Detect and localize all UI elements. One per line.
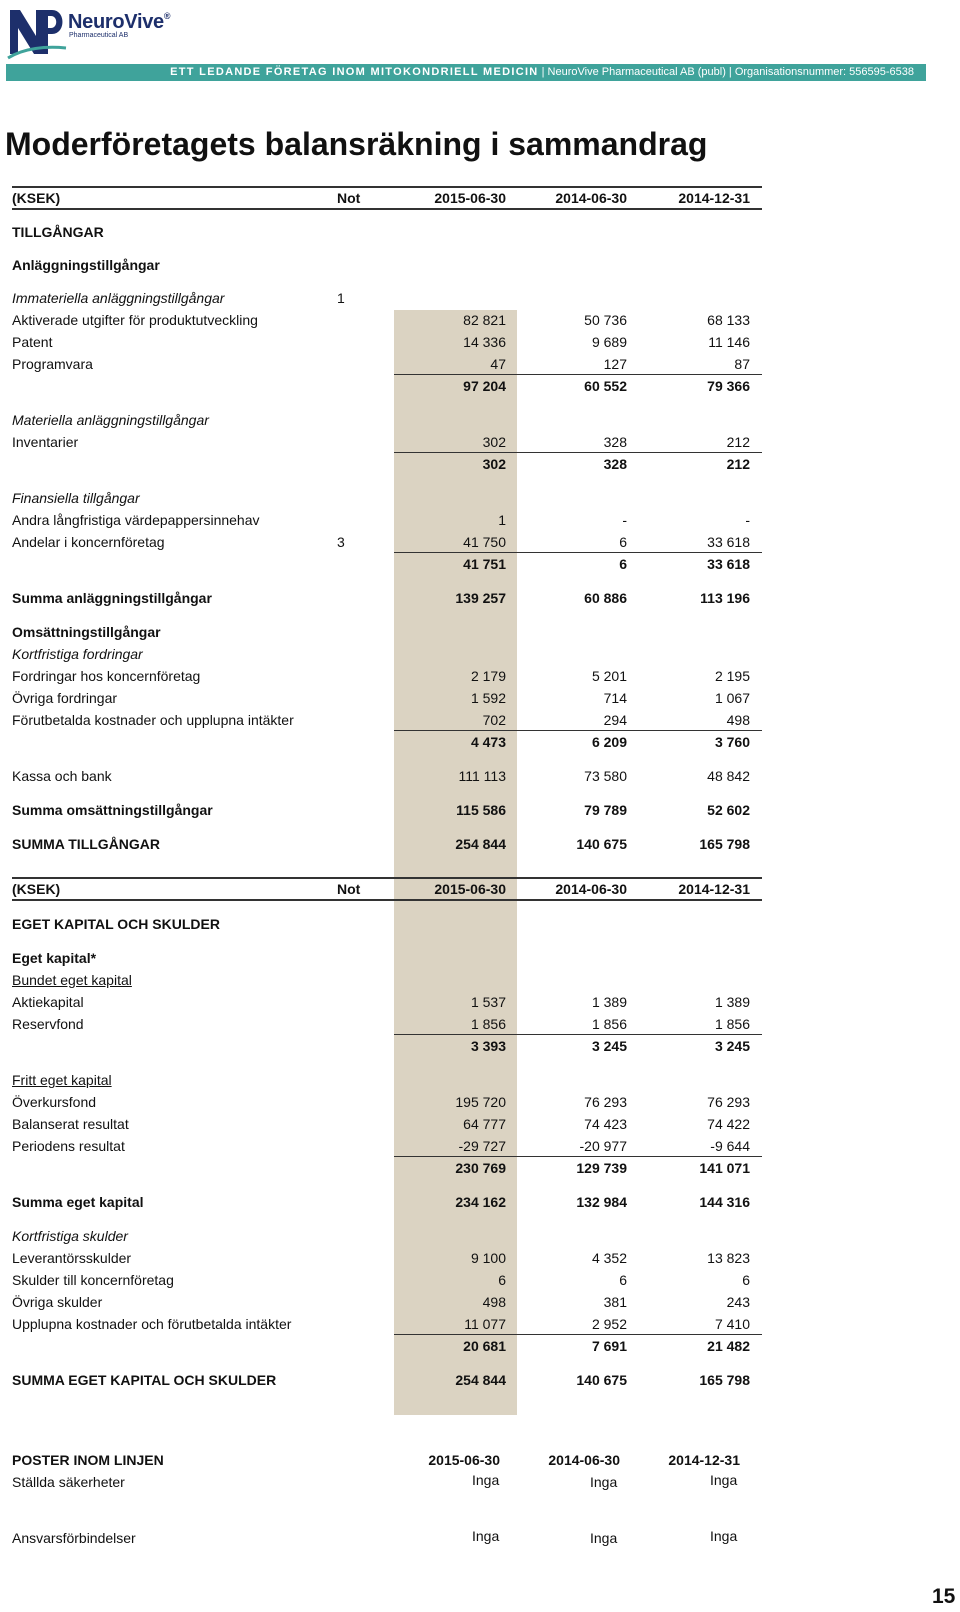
asset-row-label: Anläggningstillgångar bbox=[12, 257, 160, 273]
equity-liability-row-label: Kortfristiga skulder bbox=[12, 1228, 128, 1244]
asset-row-label: Finansiella tillgångar bbox=[12, 490, 140, 506]
asset-value-period-1: 254 844 bbox=[455, 836, 506, 852]
off-balance-value-period-1: Inga bbox=[472, 1528, 500, 1544]
table-header-rule-bottom bbox=[12, 899, 762, 901]
equity-liability-row-label: Balanserat resultat bbox=[12, 1116, 129, 1132]
off-balance-value-period-2: Inga bbox=[590, 1474, 618, 1490]
equity-liability-value-period-2: 1 389 bbox=[591, 994, 627, 1010]
equity-liability-value-period-3: 1 856 bbox=[714, 1016, 750, 1032]
equity-liability-row-label: Summa eget kapital bbox=[12, 1194, 144, 1210]
equity-liability-value-period-3: 144 316 bbox=[699, 1194, 750, 1210]
equity-liability-value-period-2: 4 352 bbox=[591, 1250, 627, 1266]
off-balance-header-period-2: 2014-06-30 bbox=[548, 1452, 620, 1468]
asset-value-period-3: 52 602 bbox=[707, 802, 750, 818]
equity-liability-value-period-2: 129 739 bbox=[576, 1160, 627, 1176]
asset-value-period-2: 60 886 bbox=[584, 590, 627, 606]
equity-liability-value-period-2: 74 423 bbox=[584, 1116, 627, 1132]
equity-liability-row-label: Reservfond bbox=[12, 1016, 84, 1032]
asset-value-period-2: 714 bbox=[603, 690, 627, 706]
logo-name: NeuroVive® bbox=[68, 11, 171, 33]
asset-value-period-3: 48 842 bbox=[707, 768, 750, 784]
asset-value-period-2: - bbox=[622, 512, 627, 528]
asset-row-label: Immateriella anläggningstillgångar bbox=[12, 290, 225, 306]
asset-value-period-1: 14 336 bbox=[463, 334, 506, 350]
asset-value-period-1: 41 751 bbox=[463, 556, 506, 572]
asset-value-period-1: 302 bbox=[482, 434, 506, 450]
table-header-rule-bottom bbox=[12, 208, 762, 210]
asset-row-label: Övriga fordringar bbox=[12, 690, 118, 706]
asset-row-label: Fordringar hos koncernföretag bbox=[12, 668, 201, 684]
equity-liability-row-label: Skulder till koncernföretag bbox=[12, 1272, 174, 1288]
asset-row-note: 1 bbox=[337, 290, 345, 306]
np-logo-mark-icon bbox=[6, 4, 68, 60]
asset-row-label: SUMMA TILLGÅNGAR bbox=[12, 836, 161, 852]
column-header-unit: (KSEK) bbox=[12, 190, 61, 206]
asset-row-label: Patent bbox=[12, 334, 53, 350]
asset-value-period-3: 87 bbox=[734, 356, 750, 372]
equity-liability-value-period-2: 140 675 bbox=[576, 1372, 627, 1388]
equity-liability-row-label: SUMMA EGET KAPITAL OCH SKULDER bbox=[12, 1372, 277, 1388]
column-header-period-2: 2014-06-30 bbox=[555, 881, 627, 897]
equity-liability-value-period-1: 195 720 bbox=[455, 1094, 506, 1110]
header-band bbox=[6, 64, 926, 81]
asset-row-label: Kassa och bank bbox=[12, 768, 112, 784]
asset-value-period-3: 212 bbox=[726, 434, 750, 450]
asset-value-period-2: 6 bbox=[619, 556, 627, 572]
equity-liability-value-period-2: 6 bbox=[619, 1272, 627, 1288]
equity-liability-row-label: Upplupna kostnader och förutbetalda intäkter bbox=[12, 1316, 292, 1332]
equity-liability-row-label: Fritt eget kapital bbox=[12, 1072, 112, 1088]
equity-liability-row-label: Aktiekapital bbox=[12, 994, 84, 1010]
equity-liability-value-period-1: 64 777 bbox=[463, 1116, 506, 1132]
asset-value-period-3: 498 bbox=[726, 712, 750, 728]
asset-row-note: 3 bbox=[337, 534, 345, 550]
equity-liability-row-label: Övriga skulder bbox=[12, 1294, 103, 1310]
off-balance-row-label: Ställda säkerheter bbox=[12, 1474, 125, 1490]
asset-value-period-3: 165 798 bbox=[699, 836, 750, 852]
asset-value-period-1: 1 bbox=[498, 512, 506, 528]
asset-value-period-2: 5 201 bbox=[591, 668, 627, 684]
equity-liability-row-label: Leverantörsskulder bbox=[12, 1250, 132, 1266]
off-balance-value-period-3: Inga bbox=[710, 1472, 738, 1488]
equity-liability-value-period-2: 7 691 bbox=[591, 1338, 627, 1354]
asset-row-label: Andelar i koncernföretag bbox=[12, 534, 165, 550]
equity-liability-subtotal-rule bbox=[394, 1334, 762, 1335]
off-balance-value-period-3: Inga bbox=[710, 1528, 738, 1544]
asset-value-period-3: - bbox=[745, 512, 750, 528]
equity-liability-value-period-3: 76 293 bbox=[707, 1094, 750, 1110]
asset-value-period-3: 212 bbox=[726, 456, 750, 472]
equity-liability-value-period-3: 7 410 bbox=[714, 1316, 750, 1332]
header-band-tagline: ETT LEDANDE FÖRETAG INOM MITOKONDRIELL MEDICIN bbox=[170, 66, 539, 78]
equity-liability-row-label: Överkursfond bbox=[12, 1094, 97, 1110]
equity-liability-value-period-3: 74 422 bbox=[707, 1116, 750, 1132]
equity-liability-row-label: Bundet eget kapital bbox=[12, 972, 132, 988]
equity-liability-value-period-3: 1 389 bbox=[714, 994, 750, 1010]
asset-value-period-2: 6 209 bbox=[591, 734, 627, 750]
off-balance-value-period-2: Inga bbox=[590, 1530, 618, 1546]
asset-value-period-3: 68 133 bbox=[707, 312, 750, 328]
asset-subtotal-rule bbox=[394, 452, 762, 453]
asset-row-label: Kortfristiga fordringar bbox=[12, 646, 143, 662]
equity-liability-value-period-1: -29 727 bbox=[458, 1138, 506, 1154]
asset-value-period-1: 97 204 bbox=[463, 378, 506, 394]
equity-liability-row-label: Eget kapital* bbox=[12, 950, 97, 966]
off-balance-row-label: Ansvarsförbindelser bbox=[12, 1530, 136, 1546]
asset-row-label: Aktiverade utgifter för produktutveckling bbox=[12, 312, 258, 328]
asset-value-period-2: 50 736 bbox=[584, 312, 627, 328]
header-band-text bbox=[170, 64, 914, 81]
asset-value-period-2: 60 552 bbox=[584, 378, 627, 394]
asset-value-period-3: 79 366 bbox=[707, 378, 750, 394]
asset-subtotal-rule bbox=[394, 730, 762, 731]
equity-liability-value-period-1: 3 393 bbox=[470, 1038, 506, 1054]
asset-value-period-1: 111 113 bbox=[458, 768, 506, 784]
equity-liability-value-period-1: 498 bbox=[482, 1294, 506, 1310]
asset-row-label: Omsättningstillgångar bbox=[12, 624, 161, 640]
asset-value-period-1: 41 750 bbox=[463, 534, 506, 550]
equity-liability-row-label: EGET KAPITAL OCH SKULDER bbox=[12, 916, 220, 932]
asset-value-period-3: 33 618 bbox=[707, 556, 750, 572]
asset-value-period-1: 139 257 bbox=[455, 590, 506, 606]
asset-value-period-1: 302 bbox=[482, 456, 506, 472]
equity-liability-value-period-1: 20 681 bbox=[463, 1338, 506, 1354]
asset-value-period-1: 4 473 bbox=[470, 734, 506, 750]
asset-subtotal-rule bbox=[394, 374, 762, 375]
table-header-rule-top bbox=[12, 186, 762, 188]
page-title: Moderföretagets balansräkning i sammandrag bbox=[5, 126, 708, 162]
column-header-period-3: 2014-12-31 bbox=[678, 190, 750, 206]
equity-liability-value-period-1: 234 162 bbox=[455, 1194, 506, 1210]
asset-row-label: Förutbetalda kostnader och upplupna intäkter bbox=[12, 712, 294, 728]
asset-row-label: Inventarier bbox=[12, 434, 79, 450]
header-band-company: | NeuroVive Pharmaceutical AB (publ) | Organisationsnummer: 556595-6538 bbox=[538, 66, 914, 78]
equity-liability-value-period-1: 9 100 bbox=[470, 1250, 506, 1266]
equity-liability-value-period-1: 254 844 bbox=[455, 1372, 506, 1388]
asset-value-period-3: 1 067 bbox=[714, 690, 750, 706]
asset-value-period-3: 2 195 bbox=[714, 668, 750, 684]
off-balance-value-period-1: Inga bbox=[472, 1472, 500, 1488]
asset-value-period-1: 1 592 bbox=[470, 690, 506, 706]
equity-liability-value-period-3: 165 798 bbox=[699, 1372, 750, 1388]
asset-value-period-1: 115 586 bbox=[456, 802, 506, 818]
equity-liability-value-period-1: 1 537 bbox=[470, 994, 506, 1010]
asset-row-label: Materiella anläggningstillgångar bbox=[12, 412, 209, 428]
equity-liability-subtotal-rule bbox=[394, 1034, 762, 1035]
asset-row-label: TILLGÅNGAR bbox=[12, 224, 104, 240]
logo-subtitle: Pharmaceutical AB bbox=[69, 32, 129, 39]
asset-value-period-3: 33 618 bbox=[707, 534, 750, 550]
equity-liability-value-period-1: 11 077 bbox=[464, 1316, 506, 1332]
asset-value-period-2: 127 bbox=[603, 356, 627, 372]
equity-liability-value-period-2: -20 977 bbox=[579, 1138, 627, 1154]
equity-liability-value-period-2: 381 bbox=[603, 1294, 627, 1310]
asset-value-period-1: 2 179 bbox=[470, 668, 506, 684]
column-header-note: Not bbox=[337, 881, 361, 897]
asset-value-period-1: 47 bbox=[490, 356, 506, 372]
equity-liability-value-period-3: 6 bbox=[742, 1272, 750, 1288]
equity-liability-value-period-1: 1 856 bbox=[470, 1016, 506, 1032]
equity-liability-value-period-2: 1 856 bbox=[591, 1016, 627, 1032]
equity-liability-value-period-3: 3 245 bbox=[714, 1038, 750, 1054]
asset-value-period-2: 6 bbox=[619, 534, 627, 550]
off-balance-header-period-3: 2014-12-31 bbox=[668, 1452, 740, 1468]
asset-row-label: Summa omsättningstillgångar bbox=[12, 802, 213, 818]
asset-value-period-2: 294 bbox=[603, 712, 627, 728]
column-header-period-1: 2015-06-30 bbox=[434, 881, 506, 897]
asset-row-label: Summa anläggningstillgångar bbox=[12, 590, 212, 606]
table-header-rule-top bbox=[12, 877, 762, 879]
column-header-note: Not bbox=[337, 190, 361, 206]
asset-value-period-3: 113 196 bbox=[700, 590, 750, 606]
asset-value-period-2: 328 bbox=[603, 434, 627, 450]
asset-value-period-2: 79 789 bbox=[584, 802, 627, 818]
equity-liability-value-period-2: 132 984 bbox=[576, 1194, 627, 1210]
equity-liability-value-period-3: 13 823 bbox=[707, 1250, 750, 1266]
equity-liability-value-period-1: 6 bbox=[498, 1272, 506, 1288]
equity-liability-value-period-2: 2 952 bbox=[591, 1316, 627, 1332]
equity-liability-value-period-1: 230 769 bbox=[455, 1160, 506, 1176]
column-header-period-3: 2014-12-31 bbox=[678, 881, 750, 897]
asset-value-period-2: 328 bbox=[603, 456, 627, 472]
page-header bbox=[0, 0, 960, 82]
asset-value-period-1: 702 bbox=[482, 712, 506, 728]
equity-liability-value-period-3: 141 071 bbox=[699, 1160, 750, 1176]
asset-row-label: Programvara bbox=[12, 356, 93, 372]
equity-liability-value-period-2: 3 245 bbox=[591, 1038, 627, 1054]
equity-liability-subtotal-rule bbox=[394, 1156, 762, 1157]
off-balance-title: POSTER INOM LINJEN bbox=[12, 1452, 164, 1468]
asset-value-period-2: 140 675 bbox=[576, 836, 627, 852]
column-header-period-1: 2015-06-30 bbox=[434, 190, 506, 206]
page-number: 15 bbox=[932, 1585, 956, 1608]
asset-value-period-2: 9 689 bbox=[591, 334, 627, 350]
equity-liability-value-period-3: 21 482 bbox=[707, 1338, 750, 1354]
asset-value-period-3: 3 760 bbox=[714, 734, 750, 750]
asset-subtotal-rule bbox=[394, 552, 762, 553]
asset-value-period-1: 82 821 bbox=[463, 312, 506, 328]
equity-liability-value-period-3: -9 644 bbox=[710, 1138, 750, 1154]
off-balance-header-period-1: 2015-06-30 bbox=[428, 1452, 500, 1468]
asset-value-period-3: 11 146 bbox=[708, 334, 750, 350]
equity-liability-row-label: Periodens resultat bbox=[12, 1138, 125, 1154]
column-header-unit: (KSEK) bbox=[12, 881, 61, 897]
asset-value-period-2: 73 580 bbox=[584, 768, 627, 784]
asset-row-label: Andra långfristiga värdepappersinnehav bbox=[12, 512, 260, 528]
company-logo bbox=[6, 4, 171, 60]
column-header-period-2: 2014-06-30 bbox=[555, 190, 627, 206]
equity-liability-value-period-3: 243 bbox=[726, 1294, 750, 1310]
equity-liability-value-period-2: 76 293 bbox=[584, 1094, 627, 1110]
